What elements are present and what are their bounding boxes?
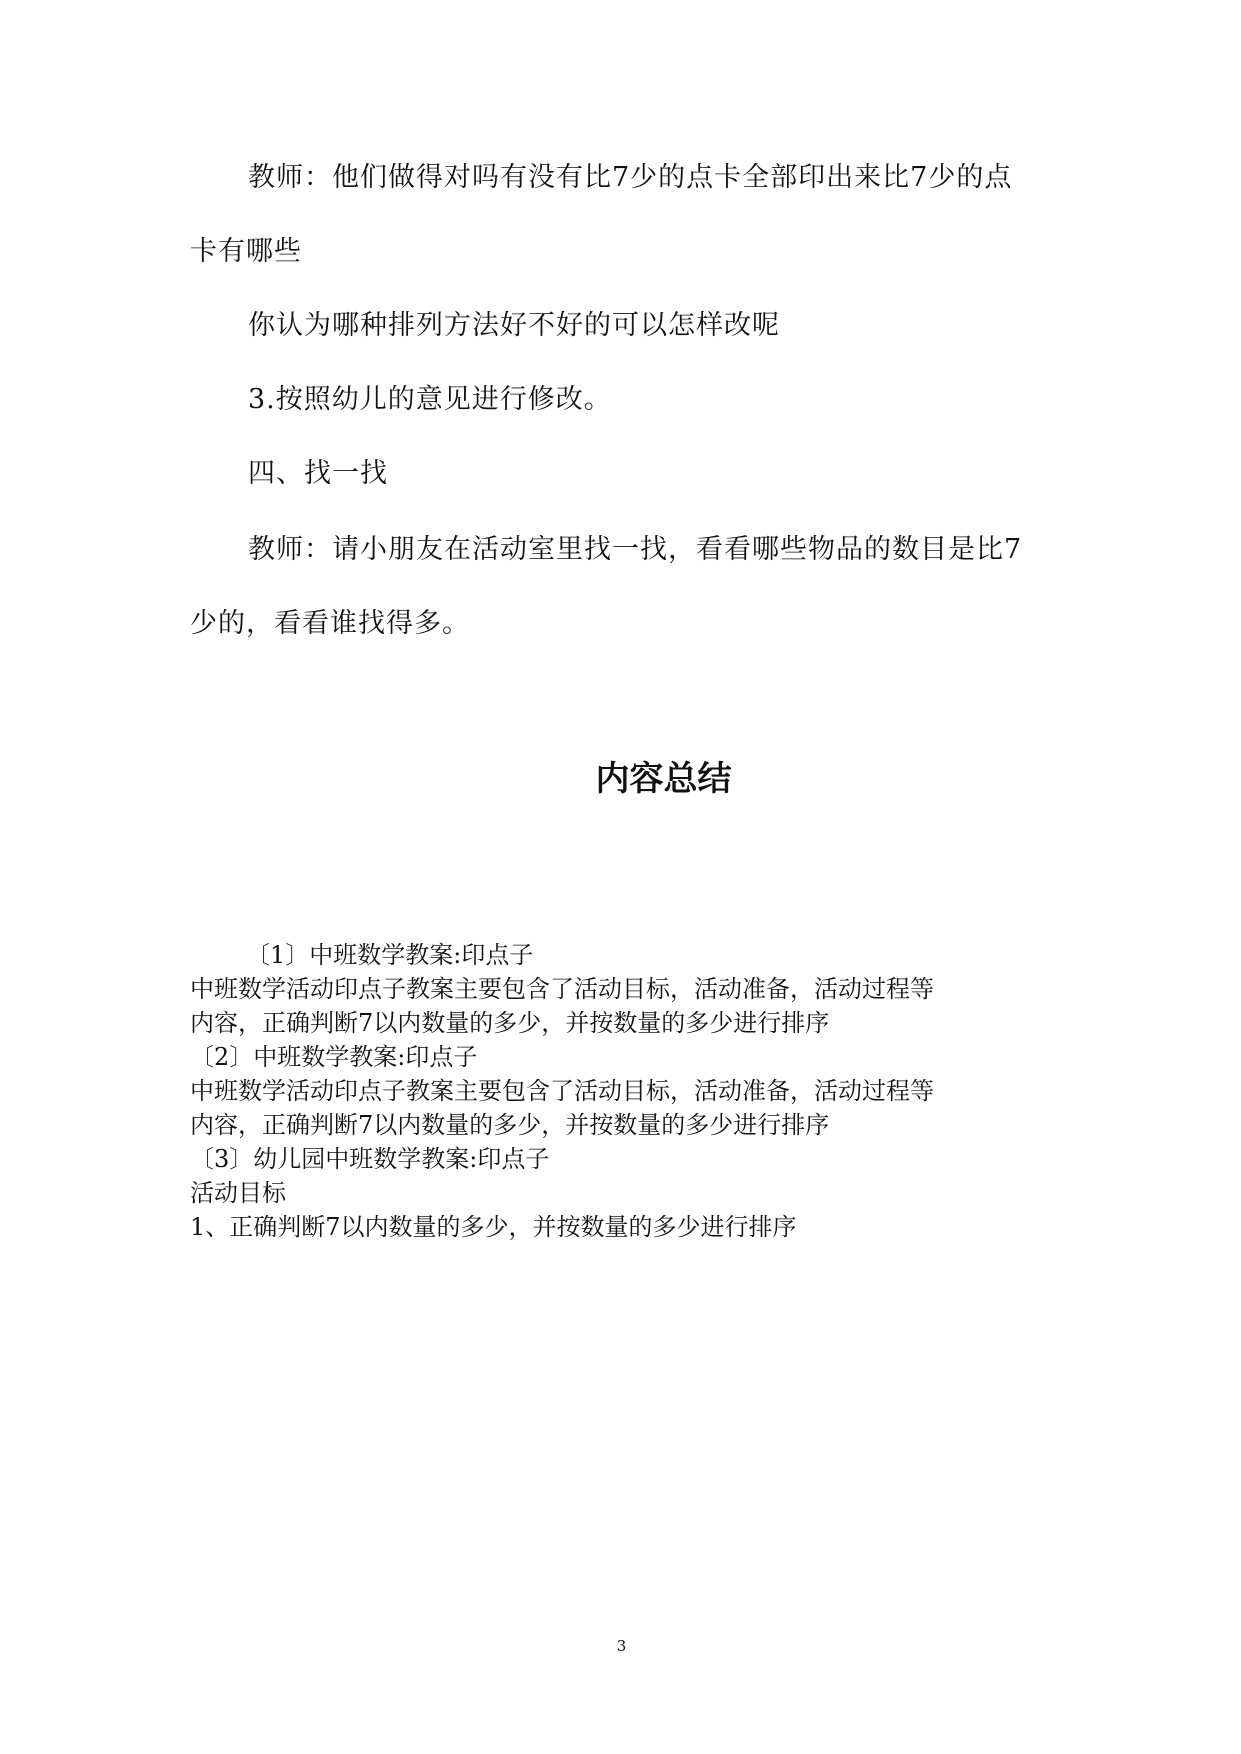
- body-paragraph-line: 教师：请小朋友在活动室里找一找，看看哪些物品的数目是比7: [248, 534, 1023, 565]
- section-heading: 四、找一找: [248, 458, 388, 489]
- body-paragraph-line: 卡有哪些: [190, 236, 302, 267]
- page-number: 3: [616, 1637, 627, 1655]
- summary-item-heading: 〔3〕幼儿园中班数学教案:印点子: [190, 1145, 550, 1173]
- summary-line: 活动目标: [190, 1179, 286, 1207]
- summary-line: 中班数学活动印点子教案主要包含了活动目标，活动准备，活动过程等: [190, 1077, 934, 1105]
- body-paragraph-line: 少的，看看谁找得多。: [190, 608, 470, 639]
- summary-title: 内容总结: [595, 759, 732, 799]
- summary-item-heading: 〔2〕中班数学教案:印点子: [190, 1043, 478, 1071]
- body-paragraph-line: 3.按照幼儿的意见进行修改。: [248, 384, 612, 415]
- body-paragraph-line: 教师：他们做得对吗有没有比7少的点卡全部印出来比7少的点: [248, 162, 1013, 193]
- summary-line: 内容，正确判断7以内数量的多少，并按数量的多少进行排序: [190, 1009, 830, 1037]
- summary-line: 1、正确判断7以内数量的多少，并按数量的多少进行排序: [190, 1213, 797, 1241]
- summary-line: 中班数学活动印点子教案主要包含了活动目标，活动准备，活动过程等: [190, 975, 934, 1003]
- summary-item-heading: 〔1〕中班数学教案:印点子: [246, 941, 534, 969]
- summary-line: 内容，正确判断7以内数量的多少，并按数量的多少进行排序: [190, 1111, 830, 1139]
- body-paragraph-line: 你认为哪种排列方法好不好的可以怎样改呢: [248, 310, 780, 341]
